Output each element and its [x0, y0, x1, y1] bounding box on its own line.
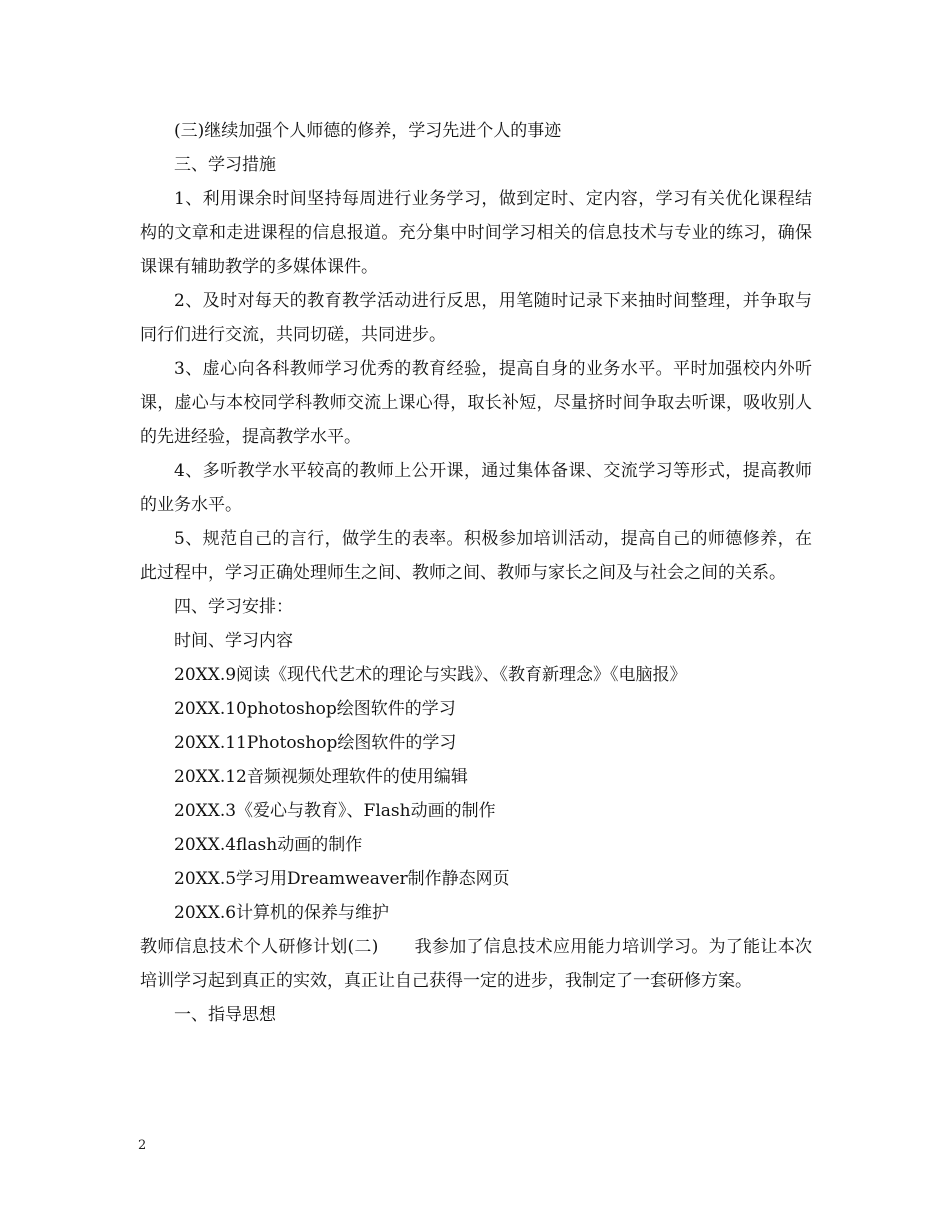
paragraph-ethics: (三)继续加强个人师德的修养，学习先进个人的事迹: [174, 121, 562, 141]
schedule-item: 20XX.3《爱心与教育》、Flash动画的制作: [174, 801, 496, 821]
schedule-item: 20XX.12音频视频处理软件的使用编辑: [174, 767, 468, 787]
section-two-paragraph: [140, 930, 812, 998]
heading-learning-measures: 三、学习措施: [174, 155, 276, 175]
section-intro: 我参加了信息技术应用能力培训学习。为了能让本次培训学习起到真正的实效，真正让自己获得一定的进步，我制定了一套研修方案。: [140, 937, 812, 991]
schedule-item: 20XX.6计算机的保养与维护: [174, 903, 390, 923]
page-number: 2: [138, 1138, 147, 1153]
schedule-item: 20XX.10photoshop绘图软件的学习: [174, 699, 456, 719]
document-body: [140, 114, 812, 1032]
schedule-item: 20XX.5学习用Dreamweaver制作静态网页: [174, 869, 510, 889]
heading-learning-schedule: 四、学习安排：: [174, 597, 293, 617]
schedule-item: 20XX.9阅读《现代代艺术的理论与实践》、《教育新理念》《电脑报》: [174, 665, 687, 685]
section-title: 教师信息技术个人研修计划(二): [140, 937, 379, 957]
paragraph-measure-2: 2、及时对每天的教育教学活动进行反思，用笔随时记录下来抽时间整理，并争取与同行们进行交流，共同切磋，共同进步。: [140, 291, 812, 345]
paragraph-measure-3: 3、虚心向各科教师学习优秀的教育经验，提高自身的业务水平。平时加强校内外听课，虚心与本校同学科教师交流上课心得，取长补短，尽量挤时间争取去听课，吸收别人的先进经验，提高教学水平。: [140, 359, 812, 447]
schedule-item: 20XX.4flash动画的制作: [174, 835, 363, 855]
heading-guiding-ideology: 一、指导思想: [174, 1005, 276, 1025]
schedule-item: 20XX.11Photoshop绘图软件的学习: [174, 733, 457, 753]
paragraph-measure-5: 5、规范自己的言行，做学生的表率。积极参加培训活动，提高自己的师德修养，在此过程中，学习正确处理师生之间、教师之间、教师与家长之间及与社会之间的关系。: [140, 529, 812, 583]
schedule-header: 时间、学习内容: [174, 631, 293, 651]
paragraph-measure-4: 4、多听教学水平较高的教师上公开课，通过集体备课、交流学习等形式，提高教师的业务水平。: [140, 461, 812, 515]
paragraph-measure-1: 1、利用课余时间坚持每周进行业务学习，做到定时、定内容，学习有关优化课程结构的文章和走进课程的信息报道。充分集中时间学习相关的信息技术与专业的练习，确保课课有辅助教学的多媒体课件。: [140, 189, 812, 277]
